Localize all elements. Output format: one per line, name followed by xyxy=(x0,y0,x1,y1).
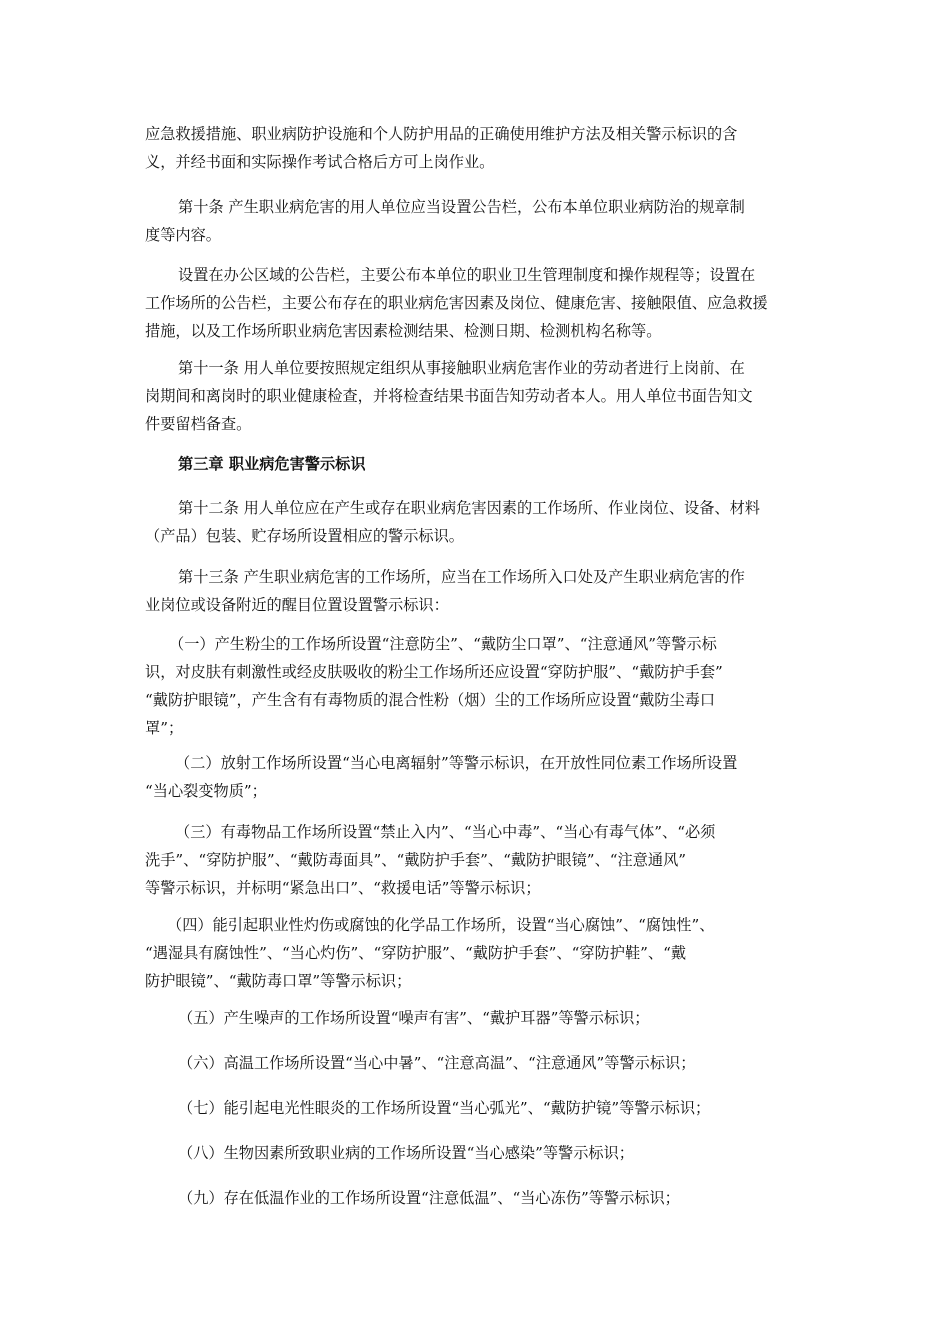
paragraph-item-7 xyxy=(145,1094,810,1122)
paragraph-item-5 xyxy=(145,1004,810,1032)
text-line: 第十条 产生职业病危害的用人单位应当设置公告栏，公布本单位职业病防治的规章制 xyxy=(178,198,745,216)
paragraph-item-8 xyxy=(145,1139,810,1167)
text-line: 第十一条 用人单位要按照规定组织从事接触职业病危害作业的劳动者进行上岗前、在 xyxy=(178,359,745,377)
chapter-heading: 第三章 职业病危害警示标识 xyxy=(178,455,366,473)
paragraph-item-4 xyxy=(145,911,810,995)
paragraph-item-1 xyxy=(145,630,810,742)
text-line: （三）有毒物品工作场所设置“禁止入内”、“当心中毒”、“当心有毒气体”、“必须 xyxy=(175,823,716,841)
text-line: 识，对皮肤有刺激性或经皮肤吸收的粉尘工作场所还应设置“穿防护服”、“戴防护手套” xyxy=(145,663,723,681)
text-line: （六）高温工作场所设置“当心中暑”、“注意高温”、“注意通风”等警示标识； xyxy=(178,1054,696,1072)
text-line: （二）放射工作场所设置“当心电离辐射”等警示标识，在开放性同位素工作场所设置 xyxy=(175,754,738,772)
text-line: 工作场所的公告栏，主要公布存在的职业病危害因素及岗位、健康危害、接触限值、应急救援 xyxy=(145,294,768,312)
text-line: 设置在办公区域的公告栏，主要公布本单位的职业卫生管理制度和操作规程等；设置在 xyxy=(178,266,756,284)
text-line: （五）产生噪声的工作场所设置“噪声有害”、“戴护耳器”等警示标识； xyxy=(178,1009,650,1027)
text-line: 防护眼镜”、“戴防毒口罩”等警示标识； xyxy=(145,972,412,990)
paragraph-article-13 xyxy=(145,563,810,619)
paragraph-article-10 xyxy=(145,193,810,249)
paragraph-item-6 xyxy=(145,1049,810,1077)
text-line: 罩”； xyxy=(145,719,184,737)
text-line: “当心裂变物质”； xyxy=(145,782,267,800)
text-line: 岗期间和离岗时的职业健康检查，并将检查结果书面告知劳动者本人。用人单位书面告知文 xyxy=(145,387,753,405)
text-line: （产品）包装、贮存场所设置相应的警示标识。 xyxy=(145,527,464,545)
text-line: 度等内容。 xyxy=(145,226,221,244)
text-line: （七）能引起电光性眼炎的工作场所设置“当心弧光”、“戴防护镜”等警示标识； xyxy=(178,1099,711,1117)
text-line: 第十三条 产生职业病危害的工作场所，应当在工作场所入口处及产生职业病危害的作 xyxy=(178,568,745,586)
text-line: 业岗位或设备附近的醒目位置设置警示标识： xyxy=(145,596,449,614)
text-line: 义，并经书面和实际操作考试合格后方可上岗作业。 xyxy=(145,153,495,171)
text-line: 件要留档备查。 xyxy=(145,415,252,433)
text-line: 等警示标识，并标明“紧急出口”、“救援电话”等警示标识； xyxy=(145,879,541,897)
paragraph-article-11 xyxy=(145,354,810,438)
text-line: 洗手”、“穿防护服”、“戴防毒面具”、“戴防护手套”、“戴防护眼镜”、“注意通风” xyxy=(145,851,687,869)
text-line: （九）存在低温作业的工作场所设置“注意低温”、“当心冻伤”等警示标识； xyxy=(178,1189,680,1207)
paragraph-item-3 xyxy=(145,818,810,902)
text-line: “遇湿具有腐蚀性”、“当心灼伤”、“穿防护服”、“戴防护手套”、“穿防护鞋”、“戴 xyxy=(145,944,687,962)
text-line: 措施，以及工作场所职业病危害因素检测结果、检测日期、检测机构名称等。 xyxy=(145,322,662,340)
text-line: “戴防护眼镜”，产生含有有毒物质的混合性粉（烟）尘的工作场所应设置“戴防尘毒口 xyxy=(145,691,716,709)
paragraph-training-continued xyxy=(145,120,810,176)
text-line: （八）生物因素所致职业病的工作场所设置“当心感染”等警示标识； xyxy=(178,1144,634,1162)
text-line: （一）产生粉尘的工作场所设置“注意防尘”、“戴防尘口罩”、“注意通风”等警示标 xyxy=(169,635,717,653)
paragraph-article-12 xyxy=(145,494,810,550)
paragraph-item-2 xyxy=(145,749,810,805)
text-line: 应急救援措施、职业病防护设施和个人防护用品的正确使用维护方法及相关警示标识的含 xyxy=(145,125,738,143)
paragraph-item-9 xyxy=(145,1184,810,1212)
text-line: （四）能引起职业性灼伤或腐蚀的化学品工作场所，设置“当心腐蚀”、“腐蚀性”、 xyxy=(167,916,715,934)
text-line: 第十二条 用人单位应在产生或存在职业病危害因素的工作场所、作业岗位、设备、材料 xyxy=(178,499,760,517)
paragraph-bulletin-board xyxy=(145,261,810,345)
